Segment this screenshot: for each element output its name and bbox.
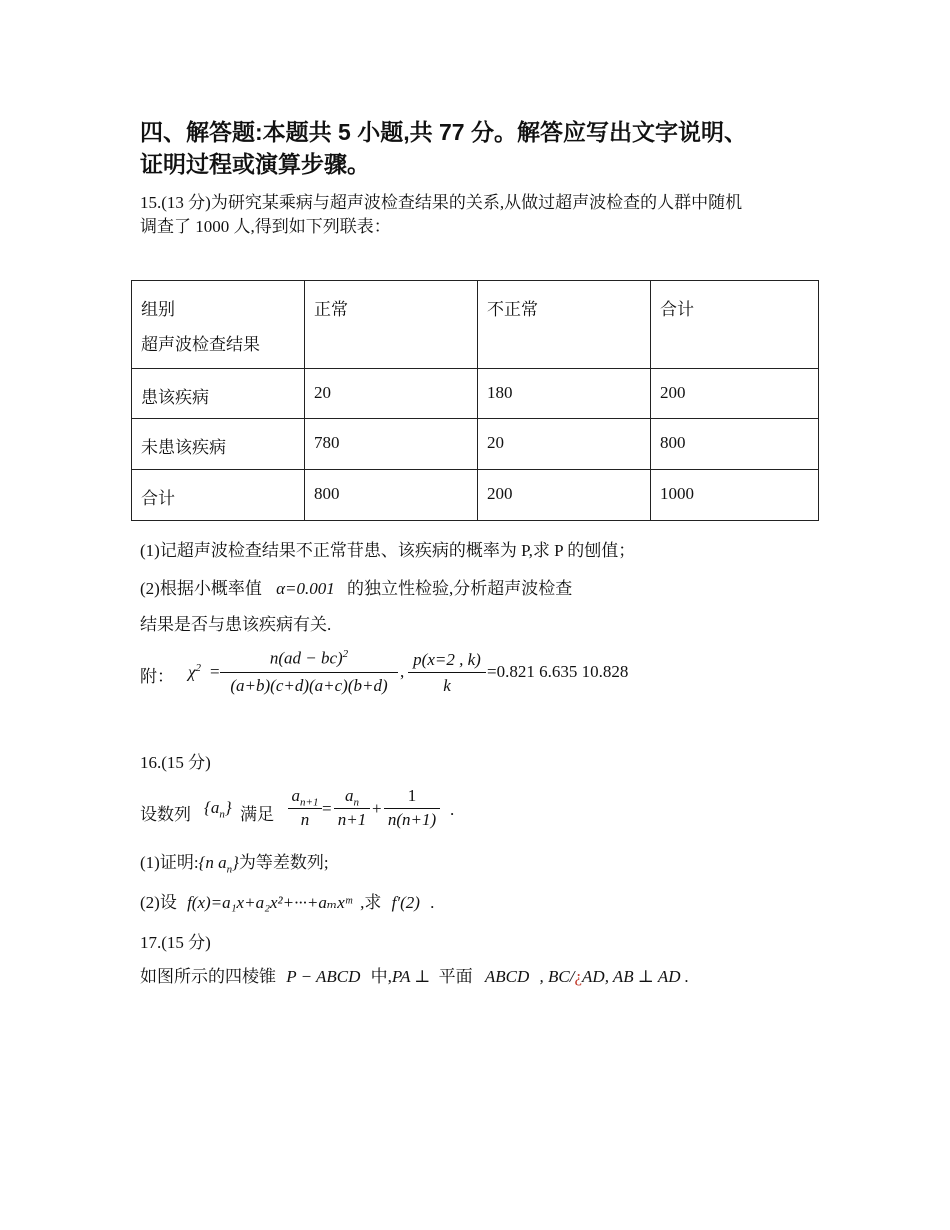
p-denominator: k <box>443 676 451 695</box>
table-header-corner <box>132 281 305 369</box>
chi-square-symbol: $\chi^2$ <box>188 662 201 682</box>
q17-title: 17.(15 分) <box>140 933 211 952</box>
table-row <box>132 419 819 470</box>
critical-values: =0.821 6.635 10.828 <box>487 662 629 681</box>
header-abnormal: 不正常 <box>478 281 651 369</box>
frac2-numerator: $a_n$ <box>345 786 359 809</box>
header-total: 合计 <box>651 281 819 369</box>
p-fraction-bar <box>408 672 486 673</box>
table-cell: 200 <box>478 470 651 521</box>
q15-part1: (1)记超声波检查结果不正常苷患、该疾病的概率为 P,求 P 的刨值； <box>140 541 636 560</box>
q15-part2-text-b: 的独立性检验,分析超声波检查 <box>346 579 573 598</box>
table-cell: 200 <box>651 369 819 419</box>
table-cell: 1000 <box>651 470 819 521</box>
chi-numerator: n(ad − bc)$^2$ <box>269 648 349 668</box>
q16-sequence: $\{a_n\}$ <box>204 798 232 821</box>
table-cell: 780 <box>305 419 478 470</box>
frac3-bar <box>384 808 440 809</box>
equals-sign: = <box>210 662 220 681</box>
q15-part2-text-a: (2)根据小概率值 <box>140 579 262 598</box>
table-cell: 800 <box>651 419 819 470</box>
q17-pyramid: P − ABCD <box>286 967 361 986</box>
frac3-denominator: n(n+1) <box>387 810 437 829</box>
q17-statement: 如图所示的四棱锥 P − ABCD 中,PA ⊥ 平面 ABCD , BC/¿AD, AB ⊥ AD . <box>140 967 690 986</box>
table-cell: 未患该疾病 <box>132 419 305 470</box>
table-cell: 800 <box>305 470 478 521</box>
q16-fprime: f′(2) <box>391 893 420 912</box>
frac1-numerator: $a_{n+1}$ <box>291 786 319 809</box>
header-result-label: 超声波检查结果 <box>141 335 260 354</box>
q16-part2: (2)设 f(x)=a₁x+a₂x²+···+aₘxᵐ ,求 f′(2) . <box>140 893 435 912</box>
chi-fraction-bar <box>220 672 398 673</box>
q16-intro-a: 设数列 <box>140 805 191 824</box>
q15-part2-alpha: α=0.001 <box>276 579 335 598</box>
header-normal: 正常 <box>305 281 478 369</box>
q15-appendix-label: 附： <box>140 667 174 686</box>
comma-separator: , <box>400 662 405 681</box>
q15-part2-line2: 结果是否与患该疾病有关. <box>140 615 332 634</box>
table-cell: 患该疾病 <box>132 369 305 419</box>
frac3-numerator: 1 <box>407 786 417 805</box>
q15-intro-line2: 调查了 1000 人,得到如下列联表： <box>140 217 391 236</box>
table-row <box>132 470 819 521</box>
q16-title: 16.(15 分) <box>140 753 211 772</box>
header-group-label: 组别 <box>141 300 175 319</box>
frac2-denominator: n+1 <box>337 810 367 829</box>
table-cell: 20 <box>305 369 478 419</box>
q16-intro-b: 满足 <box>240 805 274 824</box>
q15-part2-line1 <box>140 574 572 599</box>
table-cell: 合计 <box>132 470 305 521</box>
contingency-table <box>131 280 819 521</box>
garbled-symbol: ¿ <box>574 967 583 986</box>
frac2-bar <box>334 808 370 809</box>
table-cell: 180 <box>478 369 651 419</box>
frac1-denominator: n <box>300 810 310 829</box>
frac1-bar <box>288 808 322 809</box>
q16-fx: f(x)=a₁x+a₂x²+···+aₘxᵐ <box>187 893 352 912</box>
table-row <box>132 369 819 419</box>
section-heading-line2: 证明过程或演算步骤。 <box>140 151 370 177</box>
table-cell: 20 <box>478 419 651 470</box>
table-header-row <box>132 281 819 369</box>
plus-sign: + <box>372 799 382 818</box>
eq-sign: = <box>322 799 332 818</box>
p-numerator: p(x=2 , k) <box>413 650 481 669</box>
q16-part1: (1)证明:{n $a_n$}为等差数列; <box>140 853 329 876</box>
chi-denominator: (a+b)(c+d)(a+c)(b+d) <box>230 676 388 695</box>
section-heading-line1: 四、解答题:本题共 5 小题,共 77 分。解答应写出文字说明、 <box>140 119 747 145</box>
q15-intro-line1: 15.(13 分)为研究某乘病与超声波检查结果的关系,从做过超声波检查的人群中随机 <box>140 193 743 212</box>
period: . <box>450 800 455 819</box>
